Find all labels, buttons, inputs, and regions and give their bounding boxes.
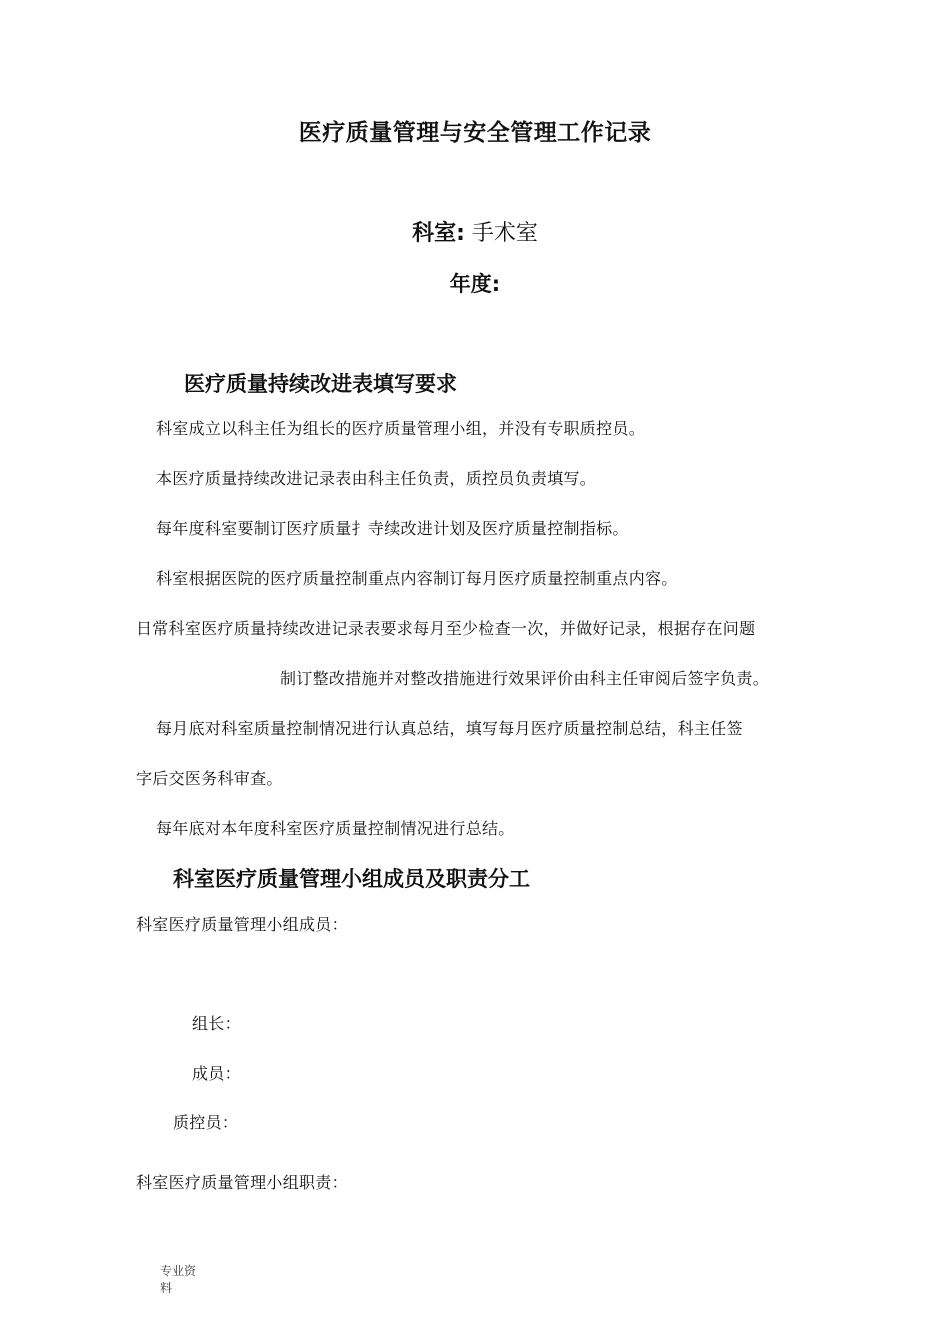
footer-note-line: 专业资 (160, 1264, 197, 1278)
requirement-item: 本医疗质量持续改进记录表由科主任负责，质控员负责填写。 (156, 469, 597, 488)
footer-note-line: 料 (160, 1281, 173, 1295)
team-members-label: 科室医疗质量管理小组成员： (136, 915, 348, 934)
department-label: 科室: (412, 221, 465, 246)
leader-label: 组长： (192, 1014, 241, 1033)
team-duties-label: 科室医疗质量管理小组职责： (136, 1173, 348, 1192)
requirement-item: 科室根据医院的医疗质量控制重点内容制订每月医疗质量控制重点内容。 (156, 569, 678, 588)
requirement-item: 日常科室医疗质量持续改进记录表要求每月至少检查一次，并做好记录，根据存在问题 (136, 619, 756, 638)
year-label: 年度: (449, 272, 501, 296)
document-title: 医疗质量管理与安全管理工作记录 (298, 120, 652, 146)
team-heading: 科室医疗质量管理小组成员及职责分工 (173, 867, 530, 891)
requirement-item: 每年度科室要制订医疗质量扌寺续改进计划及医疗质量控制指标。 (156, 519, 629, 538)
qc-officer-label: 质控员： (173, 1113, 239, 1132)
requirement-item-continuation: 字后交医务科审查。 (136, 769, 283, 788)
requirement-item-continuation: 制订整改措施并对整改措施进行效果评价由科主任审阅后签字负责。 (280, 669, 770, 688)
department-value: 手术室 (471, 221, 538, 246)
requirements-heading: 医疗质量持续改进表填写要求 (184, 372, 457, 396)
footer-note (160, 1263, 196, 1297)
department-line (0, 216, 950, 247)
requirement-item: 每月底对科室质量控制情况进行认真总结，填写每月医疗质量控制总结，科主任签 (156, 719, 743, 738)
requirement-item: 每年底对本年度科室医疗质量控制情况进行总结。 (156, 819, 515, 838)
member-label: 成员： (192, 1064, 241, 1083)
requirement-item: 科室成立以科主任为组长的医疗质量管理小组，并没有专职质控员。 (156, 419, 646, 438)
